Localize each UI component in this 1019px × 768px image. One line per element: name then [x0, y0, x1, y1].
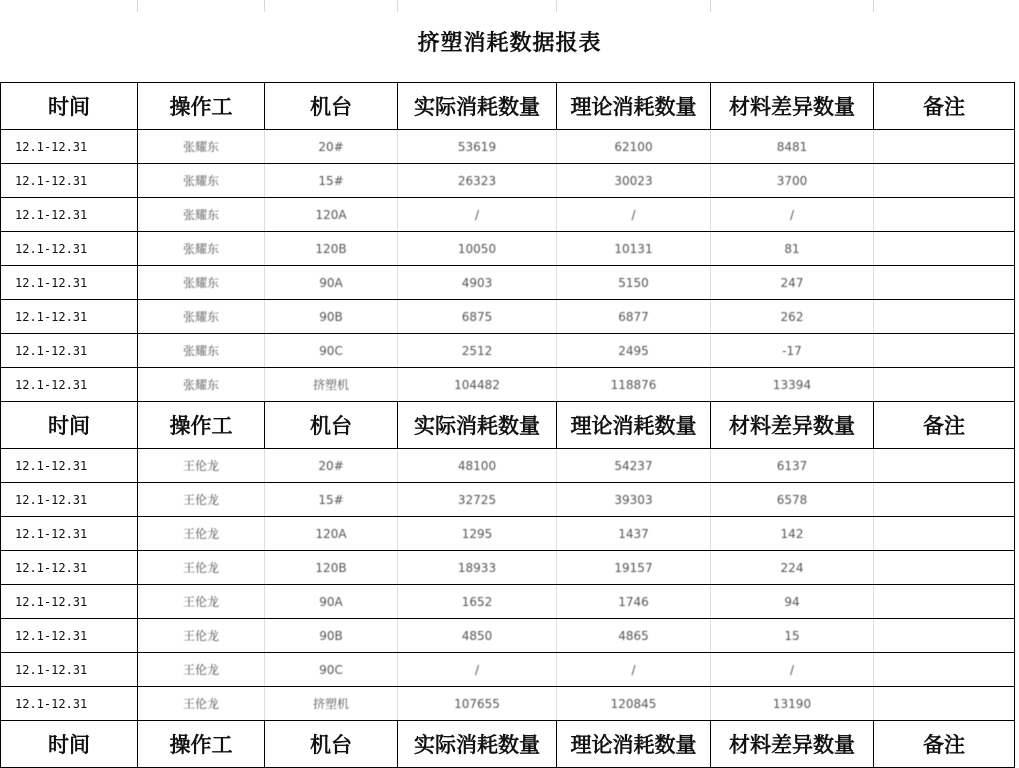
cell-operator[interactable]: 王伦龙 — [138, 517, 265, 551]
header-note[interactable]: 备注 — [874, 721, 1015, 768]
cell-time[interactable]: 12.1-12.31 — [1, 653, 138, 687]
cell-operator[interactable]: 张耀东 — [138, 368, 265, 402]
report-title: 挤塑消耗数据报表 — [417, 31, 602, 56]
cell-theory[interactable]: / — [557, 198, 711, 232]
cell-time[interactable]: 12.1-12.31 — [1, 551, 138, 585]
cell-time[interactable]: 12.1-12.31 — [1, 449, 138, 483]
cell-diff[interactable]: -17 — [711, 334, 874, 368]
cell-machine[interactable]: 120A — [265, 517, 398, 551]
cell-actual[interactable]: 4903 — [398, 266, 557, 300]
cell-operator[interactable]: 王伦龙 — [138, 653, 265, 687]
cell-actual[interactable]: 104482 — [398, 368, 557, 402]
cell-time[interactable]: 12.1-12.31 — [1, 483, 138, 517]
cell-machine[interactable]: 90C — [265, 334, 398, 368]
cell-machine[interactable]: 20# — [265, 130, 398, 164]
cell-time[interactable]: 12.1-12.31 — [1, 130, 138, 164]
header-operator[interactable]: 操作工 — [138, 721, 265, 768]
header-diff[interactable]: 材料差异数量 — [711, 721, 874, 768]
cell-theory[interactable]: 62100 — [557, 130, 711, 164]
header-operator[interactable]: 操作工 — [138, 83, 265, 130]
header-time[interactable]: 时间 — [1, 402, 138, 449]
cell-diff[interactable]: 94 — [711, 585, 874, 619]
cell-machine[interactable]: 挤塑机 — [265, 368, 398, 402]
cell-time[interactable]: 12.1-12.31 — [1, 300, 138, 334]
cell-actual[interactable]: 1295 — [398, 517, 557, 551]
table-row — [1, 232, 1015, 266]
cell-note[interactable] — [874, 300, 1015, 334]
cell-machine[interactable]: 90A — [265, 266, 398, 300]
cell-note[interactable] — [874, 449, 1015, 483]
cell-theory[interactable]: 2495 — [557, 334, 711, 368]
cell-diff[interactable]: 13190 — [711, 687, 874, 721]
cell-operator[interactable]: 王伦龙 — [138, 483, 265, 517]
cell-theory[interactable]: 19157 — [557, 551, 711, 585]
header-note[interactable]: 备注 — [874, 83, 1015, 130]
cell-theory[interactable]: 39303 — [557, 483, 711, 517]
table-row — [1, 130, 1015, 164]
cell-operator[interactable]: 张耀东 — [138, 300, 265, 334]
header-theory[interactable]: 理论消耗数量 — [557, 83, 711, 130]
table-row — [1, 687, 1015, 721]
cell-operator[interactable]: 张耀东 — [138, 164, 265, 198]
cell-machine[interactable]: 15# — [265, 164, 398, 198]
cell-operator[interactable]: 王伦龙 — [138, 619, 265, 653]
cell-theory[interactable]: 5150 — [557, 266, 711, 300]
header-time[interactable]: 时间 — [1, 721, 138, 768]
cell-machine[interactable]: 20# — [265, 449, 398, 483]
cell-note[interactable] — [874, 585, 1015, 619]
cell-machine[interactable]: 15# — [265, 483, 398, 517]
cell-machine[interactable]: 90B — [265, 300, 398, 334]
cell-diff[interactable]: 262 — [711, 300, 874, 334]
cell-note[interactable] — [874, 232, 1015, 266]
cell-time[interactable]: 12.1-12.31 — [1, 368, 138, 402]
cell-diff[interactable]: 6578 — [711, 483, 874, 517]
cell-theory[interactable]: 54237 — [557, 449, 711, 483]
cell-theory[interactable]: 6877 — [557, 300, 711, 334]
table-row — [1, 517, 1015, 551]
cell-operator[interactable]: 张耀东 — [138, 232, 265, 266]
cell-note[interactable] — [874, 653, 1015, 687]
cell-operator[interactable]: 张耀东 — [138, 130, 265, 164]
cell-actual[interactable]: 10050 — [398, 232, 557, 266]
header-theory[interactable]: 理论消耗数量 — [557, 721, 711, 768]
header-actual[interactable]: 实际消耗数量 — [398, 402, 557, 449]
cell-theory[interactable]: 30023 — [557, 164, 711, 198]
header-operator[interactable]: 操作工 — [138, 402, 265, 449]
cell-time[interactable]: 12.1-12.31 — [1, 517, 138, 551]
cell-actual[interactable]: 6875 — [398, 300, 557, 334]
cell-diff[interactable]: 247 — [711, 266, 874, 300]
cell-note[interactable] — [874, 334, 1015, 368]
cell-machine[interactable]: 90B — [265, 619, 398, 653]
cell-operator[interactable]: 张耀东 — [138, 266, 265, 300]
cell-actual[interactable]: 48100 — [398, 449, 557, 483]
cell-machine[interactable]: 120B — [265, 551, 398, 585]
cell-time[interactable]: 12.1-12.31 — [1, 619, 138, 653]
cell-diff[interactable]: 81 — [711, 232, 874, 266]
cell-machine[interactable]: 120A — [265, 198, 398, 232]
cell-actual[interactable]: 4850 — [398, 619, 557, 653]
cell-time[interactable]: 12.1-12.31 — [1, 585, 138, 619]
cell-note[interactable] — [874, 517, 1015, 551]
cell-actual[interactable]: 2512 — [398, 334, 557, 368]
header-machine[interactable]: 机台 — [265, 402, 398, 449]
table-row — [1, 198, 1015, 232]
cell-diff[interactable]: 224 — [711, 551, 874, 585]
table-row — [1, 653, 1015, 687]
cell-operator[interactable]: 王伦龙 — [138, 551, 265, 585]
cell-note[interactable] — [874, 619, 1015, 653]
header-diff[interactable]: 材料差异数量 — [711, 83, 874, 130]
cell-operator[interactable]: 王伦龙 — [138, 585, 265, 619]
cell-operator[interactable]: 张耀东 — [138, 198, 265, 232]
cell-theory[interactable]: 118876 — [557, 368, 711, 402]
cell-theory[interactable]: / — [557, 653, 711, 687]
cell-note[interactable] — [874, 130, 1015, 164]
header-actual[interactable]: 实际消耗数量 — [398, 721, 557, 768]
header-row-2 — [1, 402, 1015, 449]
cell-machine[interactable]: 90C — [265, 653, 398, 687]
header-machine[interactable]: 机台 — [265, 721, 398, 768]
header-row-3 — [1, 721, 1015, 768]
cell-diff[interactable]: 142 — [711, 517, 874, 551]
table-row — [1, 449, 1015, 483]
cell-operator[interactable]: 王伦龙 — [138, 687, 265, 721]
cell-time[interactable]: 12.1-12.31 — [1, 164, 138, 198]
cell-diff[interactable]: 15 — [711, 619, 874, 653]
table-row — [1, 300, 1015, 334]
table-row — [1, 368, 1015, 402]
cell-operator[interactable]: 张耀东 — [138, 334, 265, 368]
cell-note[interactable] — [874, 551, 1015, 585]
table-row — [1, 164, 1015, 198]
cell-diff[interactable]: 3700 — [711, 164, 874, 198]
cell-theory[interactable]: 10131 — [557, 232, 711, 266]
header-theory[interactable]: 理论消耗数量 — [557, 402, 711, 449]
cell-note[interactable] — [874, 687, 1015, 721]
header-row-1 — [1, 83, 1015, 130]
cell-time[interactable]: 12.1-12.31 — [1, 232, 138, 266]
cell-diff[interactable]: 13394 — [711, 368, 874, 402]
table-row — [1, 334, 1015, 368]
cell-time[interactable]: 12.1-12.31 — [1, 334, 138, 368]
cell-machine[interactable]: 90A — [265, 585, 398, 619]
consumption-table — [0, 82, 1015, 768]
header-diff[interactable]: 材料差异数量 — [711, 402, 874, 449]
cell-time[interactable]: 12.1-12.31 — [1, 687, 138, 721]
table-row — [1, 551, 1015, 585]
cell-actual[interactable]: / — [398, 198, 557, 232]
cell-theory[interactable]: 120845 — [557, 687, 711, 721]
table-row — [1, 585, 1015, 619]
cell-time[interactable]: 12.1-12.31 — [1, 198, 138, 232]
cell-actual[interactable]: 26323 — [398, 164, 557, 198]
cell-theory[interactable]: 1746 — [557, 585, 711, 619]
cell-operator[interactable]: 王伦龙 — [138, 449, 265, 483]
cell-note[interactable] — [874, 368, 1015, 402]
header-machine[interactable]: 机台 — [265, 83, 398, 130]
cell-diff[interactable]: / — [711, 198, 874, 232]
cell-actual[interactable]: 53619 — [398, 130, 557, 164]
cell-machine[interactable]: 120B — [265, 232, 398, 266]
cell-actual[interactable]: 18933 — [398, 551, 557, 585]
table-row — [1, 619, 1015, 653]
cell-theory[interactable]: 4865 — [557, 619, 711, 653]
cell-actual[interactable]: 1652 — [398, 585, 557, 619]
cell-diff[interactable]: 6137 — [711, 449, 874, 483]
table-row — [1, 483, 1015, 517]
header-time[interactable]: 时间 — [1, 83, 138, 130]
cell-note[interactable] — [874, 198, 1015, 232]
cell-actual[interactable]: 107655 — [398, 687, 557, 721]
header-note[interactable]: 备注 — [874, 402, 1015, 449]
cell-actual[interactable]: 32725 — [398, 483, 557, 517]
table-row — [1, 266, 1015, 300]
cell-note[interactable] — [874, 266, 1015, 300]
cell-diff[interactable]: / — [711, 653, 874, 687]
cell-machine[interactable]: 挤塑机 — [265, 687, 398, 721]
header-actual[interactable]: 实际消耗数量 — [398, 83, 557, 130]
sheet-grid-strip — [0, 0, 1019, 12]
cell-note[interactable] — [874, 164, 1015, 198]
cell-diff[interactable]: 8481 — [711, 130, 874, 164]
cell-actual[interactable]: / — [398, 653, 557, 687]
cell-note[interactable] — [874, 483, 1015, 517]
cell-theory[interactable]: 1437 — [557, 517, 711, 551]
cell-time[interactable]: 12.1-12.31 — [1, 266, 138, 300]
